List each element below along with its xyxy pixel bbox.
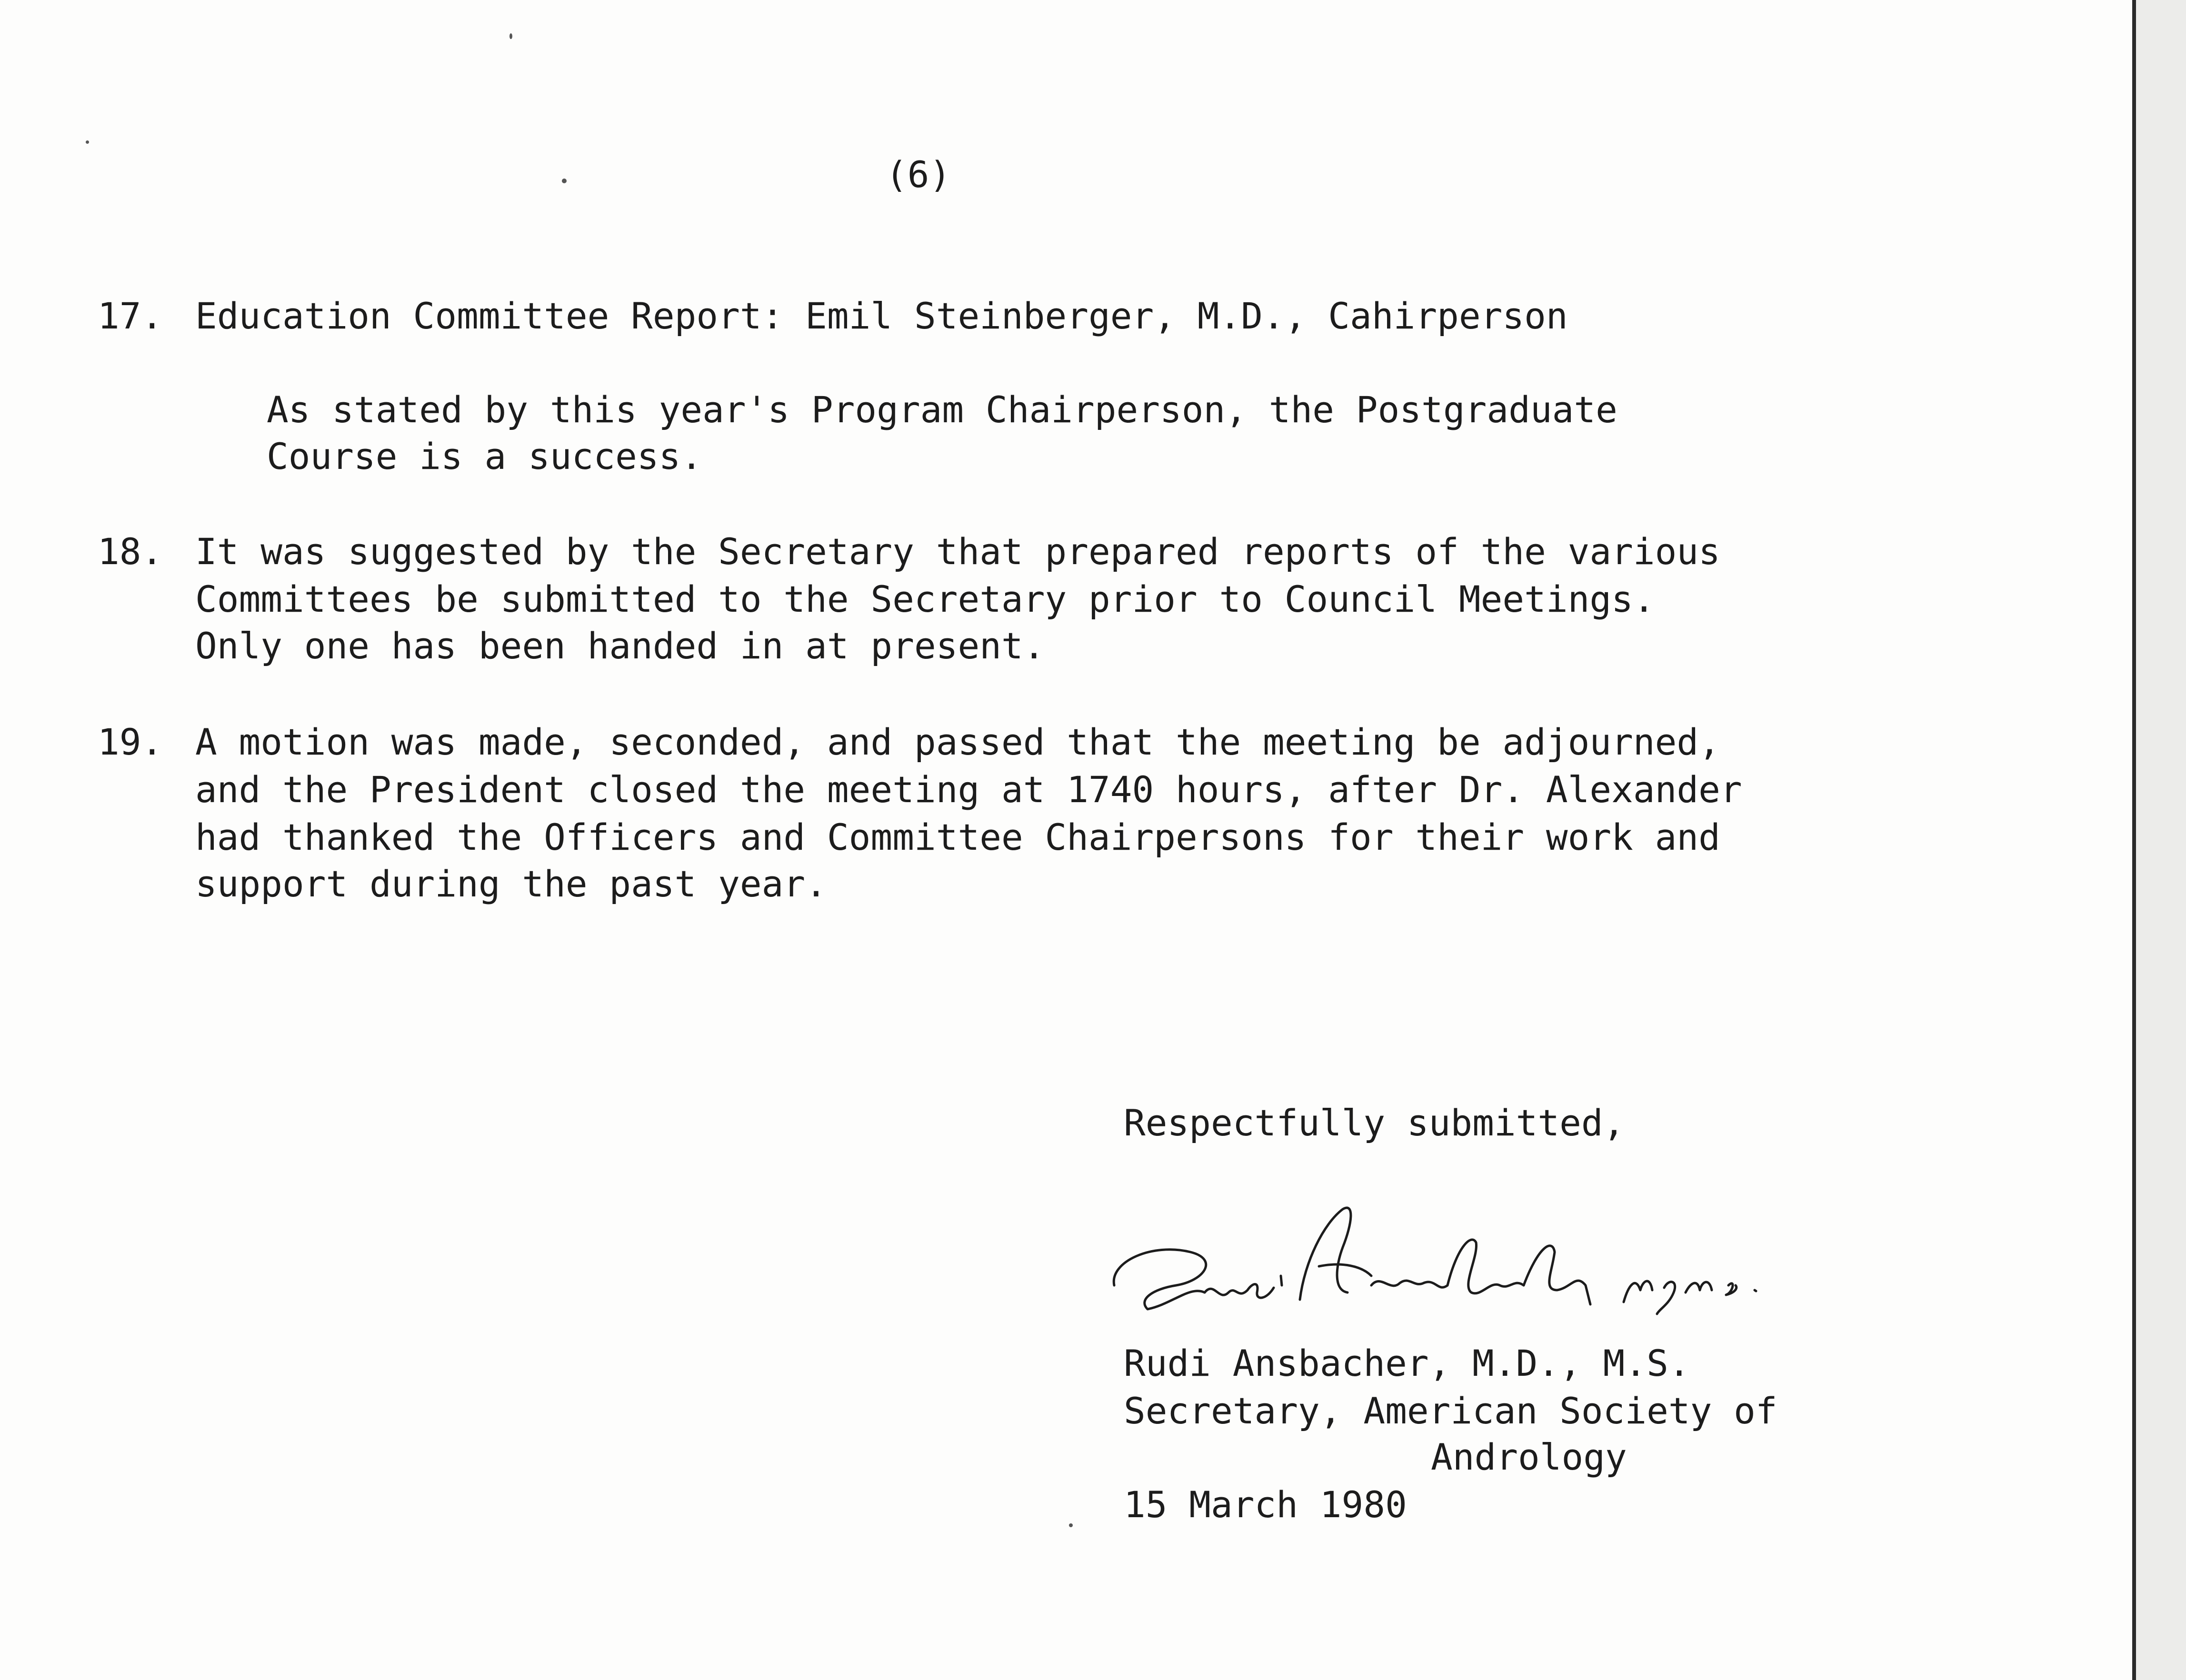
scan-speck: [86, 140, 89, 144]
item-19-line: support during the past year.: [195, 863, 827, 905]
item-18-number: 18.: [98, 530, 163, 573]
signatory-title-line: Andrology: [1431, 1436, 1627, 1478]
item-17-body-line: As stated by this year's Program Chairperson, the Postgraduate: [267, 388, 1617, 431]
document-date: 15 March 1980: [1124, 1483, 1407, 1526]
item-19-line: and the President closed the meeting at 1740 hours, after Dr. Alexander: [195, 768, 1742, 811]
closing-salutation: Respectfully submitted,: [1124, 1102, 1625, 1144]
item-17-heading: Education Committee Report: Emil Steinberger, M.D., Cahirperson: [195, 295, 1568, 337]
scan-speck: [1069, 1523, 1073, 1527]
signatory-name: Rudi Ansbacher, M.D., M.S.: [1124, 1342, 1690, 1384]
scan-edge-line: [2132, 0, 2136, 1680]
item-19-line: A motion was made, seconded, and passed that the meeting be adjourned,: [195, 721, 1720, 763]
scan-speck: [509, 33, 512, 39]
item-17-number: 17.: [98, 295, 163, 337]
scan-speck: [562, 179, 567, 183]
item-17-body-line: Course is a success.: [267, 435, 703, 477]
item-19-number: 19.: [98, 721, 163, 763]
item-19-line: had thanked the Officers and Committee Chairpersons for their work and: [195, 816, 1720, 858]
item-18-line: Committees be submitted to the Secretary prior to Council Meetings.: [195, 578, 1655, 620]
page-number: (6): [886, 153, 951, 196]
handwritten-signature: [1095, 1190, 1809, 1333]
signatory-title-line: Secretary, American Society of: [1124, 1390, 1777, 1432]
item-18-line: Only one has been handed in at present.: [195, 625, 1045, 667]
scan-edge-shadow: [2136, 0, 2186, 1680]
item-18-line: It was suggested by the Secretary that prepared reports of the various: [195, 530, 1720, 573]
